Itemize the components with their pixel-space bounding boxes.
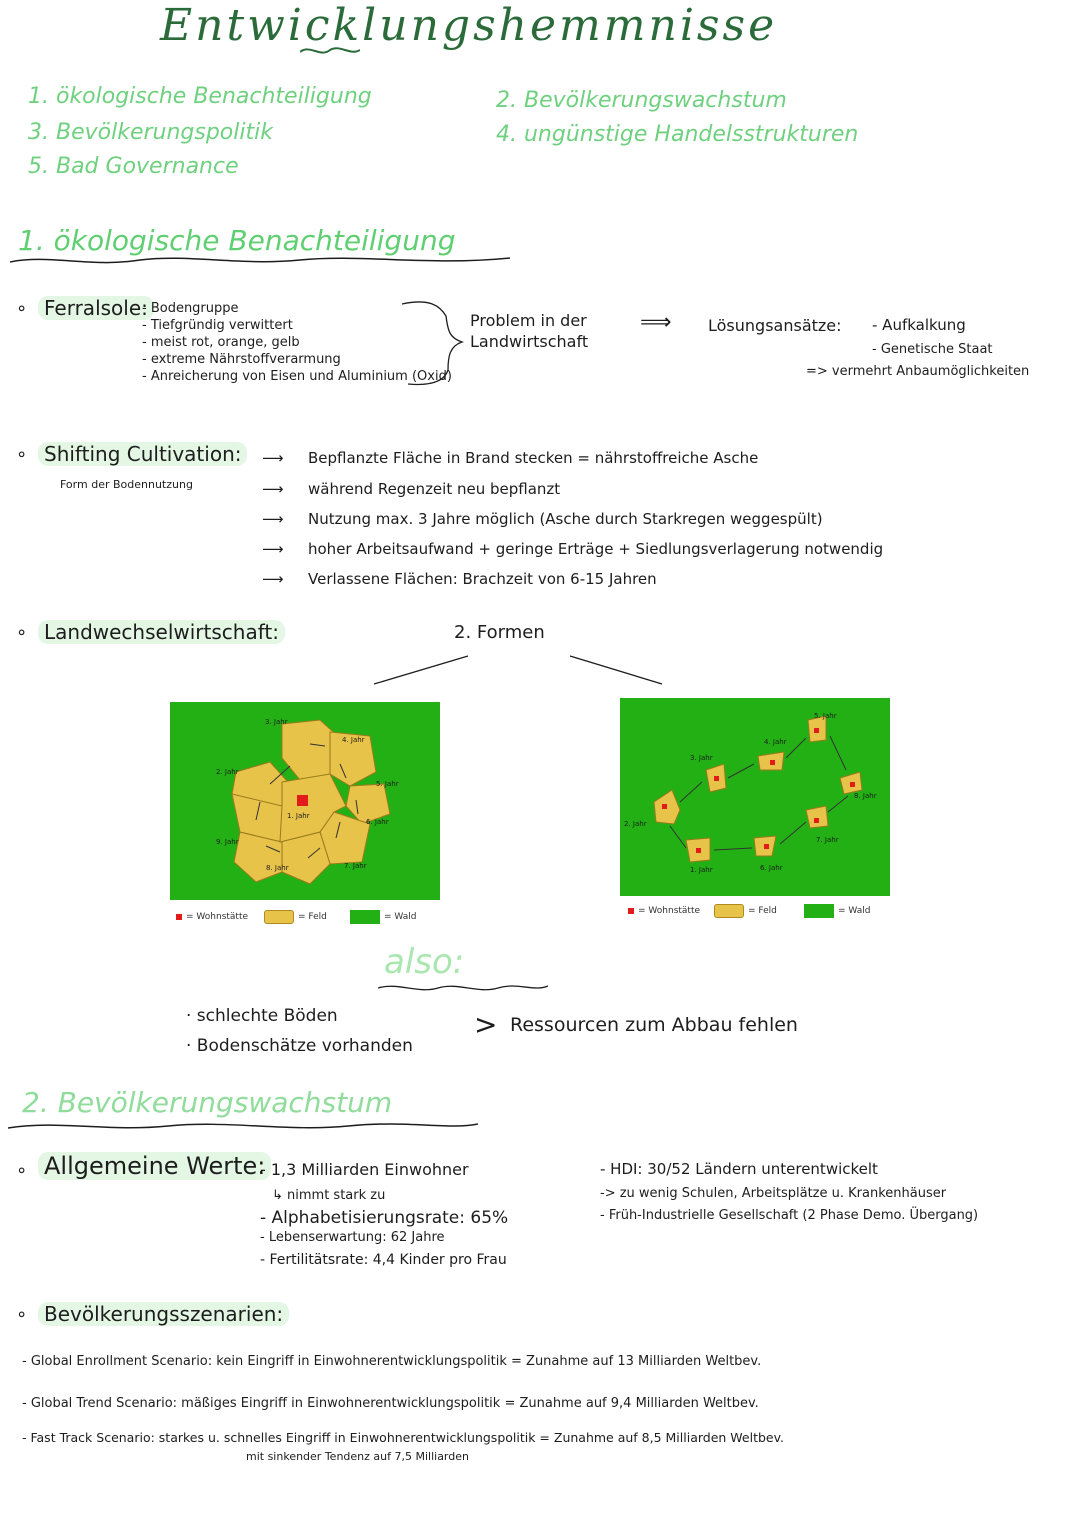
also-underline: [378, 980, 548, 996]
double-arrow-icon: ⟹: [640, 310, 672, 335]
conclusion-point: · Bodenschätze vorhanden: [186, 1036, 413, 1056]
toc-item-2: 2. Bevölkerungswachstum: [496, 88, 787, 113]
wald-swatch: [804, 904, 834, 918]
bullet: ∘: [16, 1160, 28, 1181]
shifting-point: hoher Arbeitsaufwand + geringe Erträge + Siedlungsverlagerung notwendig: [308, 540, 884, 558]
werte-left: - Alphabetisierungsrate: 65%: [260, 1208, 509, 1228]
loesung-item: - Genetische Staat: [872, 342, 993, 357]
map1-label: 7. Jahr: [344, 862, 367, 870]
arrow-icon: ⟶: [262, 480, 284, 498]
shifting-point: Bepflanzte Fläche in Brand stecken = nährstoffreiche Asche: [308, 449, 759, 467]
map2-label: 3. Jahr: [690, 754, 713, 762]
map2-label: 5. Jahr: [814, 712, 837, 720]
loesung-label: Lösungsansätze:: [708, 316, 842, 335]
werte-label: Allgemeine Werte:: [38, 1152, 271, 1180]
arrow-icon: ⟶: [262, 510, 284, 528]
map1-label: 5. Jahr: [376, 780, 399, 788]
legend-text: = Wald: [384, 912, 417, 922]
map1-label: 1. Jahr: [287, 812, 310, 820]
toc-item-3: 3. Bevölkerungspolitik: [28, 120, 273, 145]
werte-left: - Lebenserwartung: 62 Jahre: [260, 1230, 445, 1245]
toc-item-1: 1. ökologische Benachteiligung: [28, 84, 372, 109]
arrow-icon: ⟶: [262, 570, 284, 588]
ferralsole-point: - Anreicherung von Eisen und Aluminium (Oxid): [142, 369, 452, 384]
shifting-label: Shifting Cultivation:: [38, 442, 247, 466]
map1-label: 8. Jahr: [266, 864, 289, 872]
legend-text: = Wohnstätte: [638, 906, 701, 916]
werte-right: - HDI: 30/52 Ländern unterentwickelt: [600, 1160, 878, 1178]
legend-text: = Wohnstätte: [186, 912, 249, 922]
page-title: Entwicklungshemmnisse: [160, 0, 778, 51]
conclusion-result: Ressourcen zum Abbau fehlen: [510, 1014, 798, 1036]
map1-label: 4. Jahr: [342, 736, 365, 744]
werte-left: - 1,3 Milliarden Einwohner: [260, 1160, 469, 1179]
feld-swatch: [714, 904, 744, 918]
map-rotating-fields: [170, 702, 440, 900]
map2-label: 1. Jahr: [690, 866, 713, 874]
conclusion-point: · schlechte Böden: [186, 1006, 338, 1026]
map2-label: 8. Jahr: [854, 792, 877, 800]
arrow-icon: ⟶: [262, 449, 284, 467]
section1-heading: 1. ökologische Benachteiligung: [18, 224, 456, 257]
wohn-swatch: [628, 908, 634, 914]
ferralsole-problem: Problem in der Landwirtschaft: [470, 311, 589, 351]
toc-item-4: 4. ungünstige Handelsstrukturen: [496, 122, 859, 147]
legend-wald: [804, 904, 870, 918]
map1-label: 6. Jahr: [366, 818, 389, 826]
greater-than-icon: >: [474, 1008, 498, 1041]
szenarien-label: Bevölkerungsszenarien:: [38, 1302, 289, 1326]
ferralsole-point: - Bodengruppe: [142, 301, 239, 316]
legend-wohn: [176, 912, 248, 922]
map2-fields: [620, 698, 890, 896]
section1-underline: [10, 252, 510, 270]
section2-heading: 2. Bevölkerungswachstum: [22, 1086, 393, 1119]
bullet: ∘: [16, 298, 28, 319]
map2-label: 2. Jahr: [624, 820, 647, 828]
landwechsel-label: Landwechselwirtschaft:: [38, 620, 285, 644]
werte-right: - Früh-Industrielle Gesellschaft (2 Phase Demo. Übergang): [600, 1208, 979, 1223]
legend-wald: [350, 910, 416, 924]
forms-label: 2. Formen: [454, 622, 545, 643]
ferralsole-point: - meist rot, orange, gelb: [142, 335, 300, 350]
bullet: ∘: [16, 1304, 28, 1325]
szenario-cont: mit sinkender Tendenz auf 7,5 Milliarden: [246, 1450, 469, 1463]
legend-feld: [714, 904, 777, 918]
branch-lines: [370, 650, 670, 690]
shifting-sub: Form der Bodennutzung: [60, 478, 193, 491]
shifting-point: während Regenzeit neu bepflanzt: [308, 480, 561, 498]
brace-icon: [400, 296, 470, 388]
map1-label: 2. Jahr: [216, 768, 239, 776]
title-underline: [300, 44, 360, 58]
shifting-point: Nutzung max. 3 Jahre möglich (Asche durch Starkregen weggespült): [308, 510, 823, 528]
wald-swatch: [350, 910, 380, 924]
map-moving-settlement: [620, 698, 890, 896]
szenario-item: - Global Trend Scenario: mäßiges Eingriff in Einwohnerentwicklungspolitik = Zunahme auf 9,4 Milliarden Weltbev.: [22, 1396, 759, 1411]
szenario-item: - Fast Track Scenario: starkes u. schnelles Eingriff in Einwohnerentwicklungspolitik = Zunahme auf 8,5 Milliarden Weltbev.: [22, 1430, 785, 1445]
map1-fields: [170, 702, 440, 900]
shifting-point: Verlassene Flächen: Brachzeit von 6-15 Jahren: [308, 570, 657, 588]
also-label: also:: [384, 942, 465, 982]
map1-label: 9. Jahr: [216, 838, 239, 846]
loesung-item: - Aufkalkung: [872, 316, 966, 334]
ferralsole-label: Ferralsole:: [38, 296, 154, 320]
arrow-icon: ⟶: [262, 540, 284, 558]
bullet: ∘: [16, 622, 28, 643]
wohn-swatch: [176, 914, 182, 920]
feld-swatch: [264, 910, 294, 924]
map1-label: 3. Jahr: [265, 718, 288, 726]
map2-label: 6. Jahr: [760, 864, 783, 872]
loesung-result: => vermehrt Anbaumöglichkeiten: [806, 364, 1030, 379]
legend-wohn: [628, 906, 700, 916]
legend-text: = Feld: [298, 912, 327, 922]
werte-left: - Fertilitätsrate: 4,4 Kinder pro Frau: [260, 1252, 507, 1268]
legend-text: = Feld: [748, 906, 777, 916]
legend-feld: [264, 910, 327, 924]
legend-text: = Wald: [838, 906, 871, 916]
werte-right: -> zu wenig Schulen, Arbeitsplätze u. Krankenhäuser: [600, 1186, 947, 1201]
map2-label: 7. Jahr: [816, 836, 839, 844]
bullet: ∘: [16, 444, 28, 465]
ferralsole-point: - extreme Nährstoffverarmung: [142, 352, 341, 367]
toc-item-5: 5. Bad Governance: [28, 154, 239, 179]
section2-underline: [8, 1118, 478, 1134]
werte-left: ↳ nimmt stark zu: [272, 1188, 386, 1203]
ferralsole-point: - Tiefgründig verwittert: [142, 318, 293, 333]
map2-label: 4. Jahr: [764, 738, 787, 746]
szenario-item: - Global Enrollment Scenario: kein Eingriff in Einwohnerentwicklungspolitik = Zunahme auf 13 Milliarden Weltbev.: [22, 1354, 762, 1369]
